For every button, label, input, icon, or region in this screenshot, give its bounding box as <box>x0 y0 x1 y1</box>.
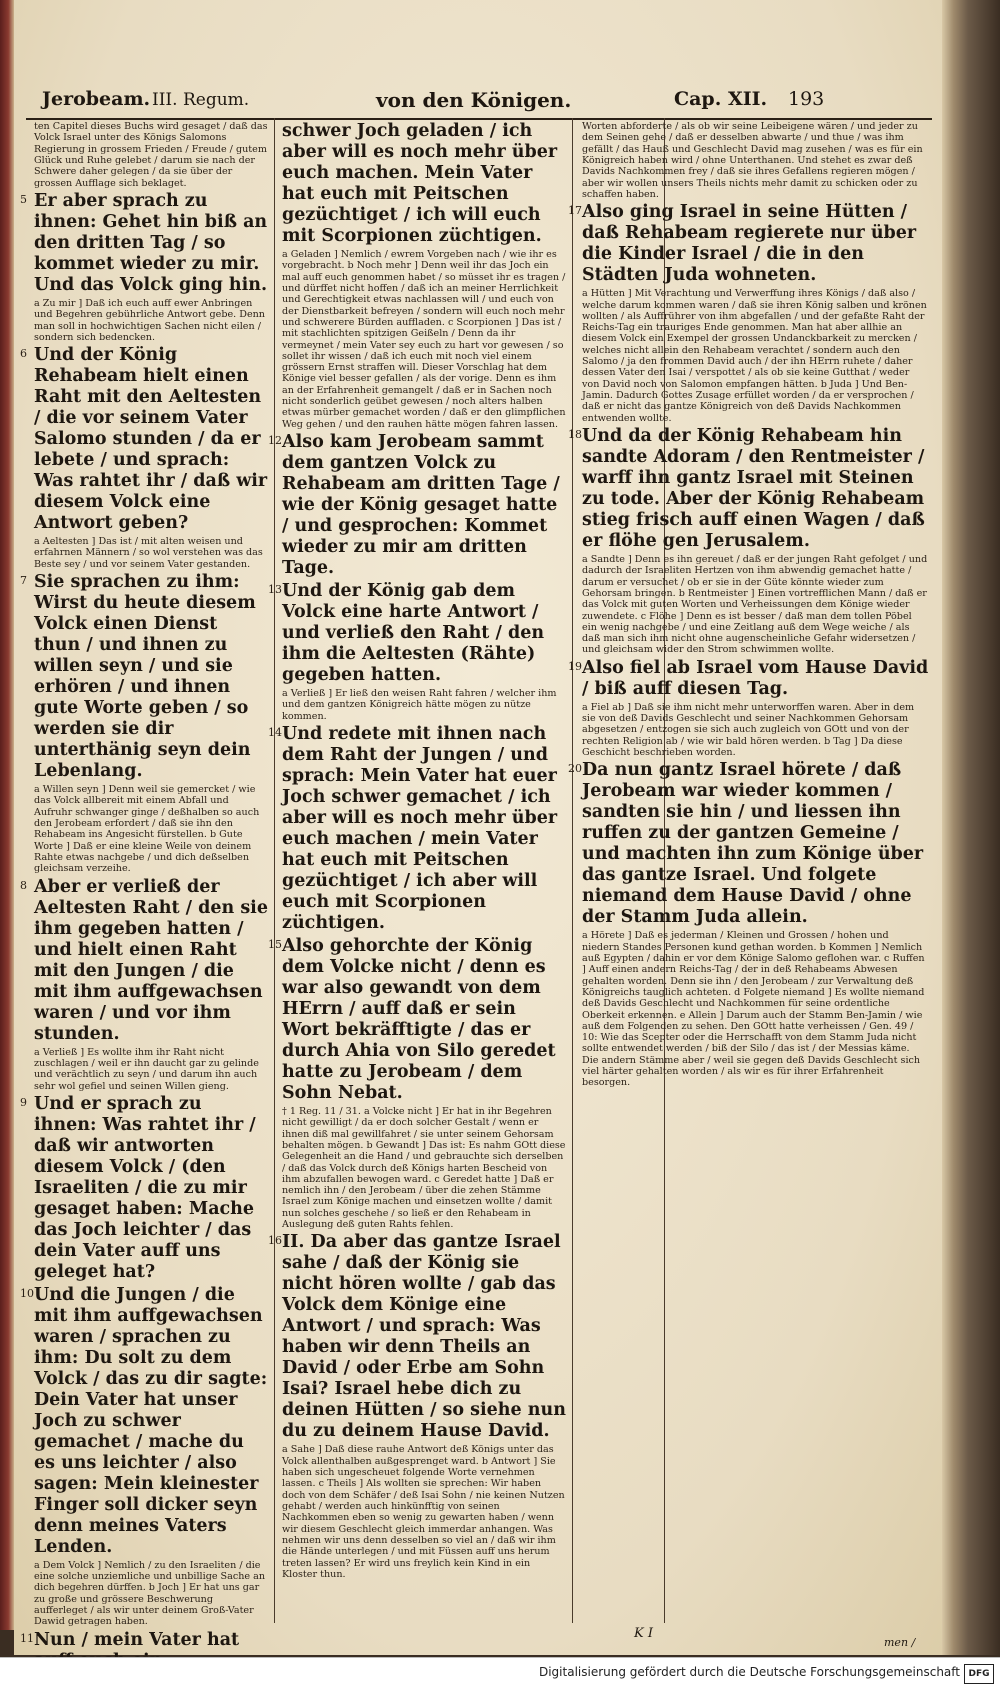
gloss-text: † 1 Reg. 11 / 31. a Volcke nicht ] Er hat in ihr Begehren nicht gewilligt / da er doch solcher Gestalt / wenn er ihnen diß mal gewillfahret / sie unter seinem Gehorsam behalten mögen. b Gewandt ] Das ist: Es nahm GOtt diese Gelegenheit an die Hand / und gebrauchte sich derselben / daß das Volck durch deß Königs harten Bescheid von ihm abzufallen bewogen ward. c Geredet hatte ] Daß er nemlich ihn / den Jerobeam / über die zehen Stämme Israel zum Könige machen und einsetzen wollte / damit nun solches geschehe / so ließ er den Rehabeam in Auslegung deß guten Rahts fehlen. <box>282 1105 566 1231</box>
verse-paragraph <box>20 572 269 782</box>
verse-number: 16 <box>268 1234 282 1248</box>
verse-paragraph <box>268 432 566 579</box>
right-text-column <box>568 120 929 1620</box>
header-center-title: von den Königen. <box>376 88 572 112</box>
gloss-paragraph <box>34 1047 269 1092</box>
verse-text: schwer Joch geladen / ich aber will es noch mehr über euch machen. Mein Vater hat euch mit Peitschen gezüchtiget / ich will euch mit Scorpionen züchtigen. <box>282 121 558 246</box>
gloss-paragraph <box>34 536 269 570</box>
gloss-text: a Aeltesten ] Das ist / mit alten weisen und erfahrnen Männern / so wol verstehen was das Beste sey / und vor seinem Vater gestanden. <box>34 536 263 570</box>
verse-number: 19 <box>568 659 582 673</box>
verse-paragraph <box>568 760 929 928</box>
verse-text: Und er sprach zu ihnen: Was rahtet ihr / daß wir antworten diesem Volck / (den Israeliten / die zu mir gesaget haben: Mache das Joch leichter / das dein Vater auff uns geleget hat? <box>34 1093 256 1282</box>
verse-paragraph <box>568 425 929 552</box>
verse-text: Also fiel ab Israel vom Hause David / biß auff diesen Tag. <box>582 657 929 699</box>
verse-paragraph <box>568 202 929 286</box>
verse-number: 11 <box>20 1631 34 1645</box>
column-divider <box>572 118 573 1623</box>
verse-text: Also ging Israel in seine Hütten / daß Rehabeam regierete nur über die Kinder Israel / die in den Städten Juda wohneten. <box>582 202 917 286</box>
verse-text: Und die Jungen / die mit ihm auffgewachsen waren / sprachen zu ihm: Du solt zu dem Volck / das zu dir sagte: Dein Vater hat unser Joch zu schwer gemachet / mache du es uns leichter / also sagen: Mein kleinester Finger soll dicker seyn denn meines Vaters Lenden. <box>34 1284 268 1557</box>
gloss-paragraph <box>582 121 929 200</box>
signature-mark: K I <box>634 1626 653 1641</box>
verse-number: 8 <box>20 878 27 892</box>
gloss-text: a Geladen ] Nemlich / ewrem Vorgeben nach / wie ihr es vorgebracht. b Noch mehr ] Denn weil ihr das Joch ein mal auff euch genommen habet / so müsset ihr es tragen / und dürffet nicht hoffen / daß ich an meiner Herrlichkeit und Gerechtigkeit etwas nachlassen will / und euch von der Dienstbarkeit befreyen / sondern will euch noch mehr und schwerere Bürden auffladen. c Scorpionen ] Das ist / mit stachlichten spitzigen Geißeln / Denn da ihr vermeynet / mein Vater sey euch zu hart vor gewesen / so sollet ihr wissen / daß ich euch mit noch viel einem grössern Ernst straffen will. Dieser Vorschlag hat dem Könige viel besser gefallen / als der vorige. Denn es ihm an der Erfahrenheit gemangelt / daß er in Sachen noch nicht sonderlich geübet gewesen / noch alters halben etwas mürber gemachet worden / daß er den glimpflichen Weg gehen / und den rauhen hätte mögen fahren lassen. <box>282 249 566 430</box>
verse-paragraph <box>20 190 269 296</box>
gloss-paragraph <box>34 298 269 343</box>
verse-text: Nun / mein Vater hat <box>34 1629 240 1650</box>
gloss-text: a Verließ ] Er ließ den weisen Raht fahren / welcher ihm und dem gantzen Königreich hätte mögen zu nütze kommen. <box>282 688 557 722</box>
verse-text: Er aber sprach zu ihnen: Gehet hin biß an den dritten Tag / so kommet wieder zu mir. Und das Volck ging hin. <box>34 190 268 295</box>
gloss-paragraph <box>582 930 929 1088</box>
verse-text: Also gehorchte der König dem Volcke nicht / denn es war also gewandt von dem HErrn / auff daß er sein Wort bekräfftigte / das er durch Ahia von Silo geredet hatte zu Jerobeam / dem Sohn Nebat. <box>282 935 556 1103</box>
verse-paragraph <box>20 876 269 1045</box>
gloss-paragraph <box>34 1560 269 1628</box>
left-text-column <box>20 120 269 1650</box>
book-page <box>14 0 942 1655</box>
catchword: men / <box>884 1636 916 1649</box>
header-book: III. Regum. <box>152 90 250 110</box>
gloss-paragraph <box>582 288 929 424</box>
verse-text: Und der König Rehabeam hielt einen Raht mit den Aeltesten / die vor seinem Vater Salomo stunden / da er lebete / und sprach: Was rahtet ihr / daß wir diesem Volck eine Antwort geben? <box>34 345 268 534</box>
verse-text: Also kam Jerobeam sammt dem gantzen Volck zu Rehabeam am dritten Tage / wie der König gesaget hatte / und gesprochen: Kommet wieder zu mir am dritten Tage. <box>282 432 560 578</box>
verse-number: 9 <box>20 1095 27 1109</box>
verse-number: 13 <box>268 583 282 596</box>
verse-paragraph <box>268 581 566 686</box>
verse-paragraph <box>268 935 566 1104</box>
verse-number: 6 <box>20 347 27 361</box>
verse-number: 7 <box>20 574 27 588</box>
verse-paragraph <box>282 121 566 247</box>
verse-text: Sie sprachen zu ihm: Wirst du heute diesem Volck einen Dienst thun / und ihnen zu willen seyn / und sie erhören / und ihnen gute Worte geben / so werden sie dir unterthänig seyn dein Lebenlang. <box>34 572 256 782</box>
verse-number: 10 <box>20 1286 34 1300</box>
verse-paragraph <box>20 1093 269 1283</box>
gloss-paragraph <box>282 1444 566 1580</box>
gloss-paragraph <box>34 784 269 875</box>
verse-number: 12 <box>268 434 282 447</box>
gloss-paragraph <box>282 688 566 722</box>
verse-number: 20 <box>568 762 582 776</box>
gloss-text: a Sahe ] Daß diese rauhe Antwort deß Königs unter das Volck allenthalben außgesprenget ward. b Antwort ] Sie haben sich ungescheuet folgende Worte vernehmen lassen. c Theils ] Als wollten sie sprechen: Wir haben doch von dem Schäfer / deß Isai Sohn / nie keinen Nutzen gehabt / werden auch hinkünfftig von seinen Nachkommen eben so wenig zu gewarten haben / wenn wir diesem Geschlecht gleich immerdar anhangen. Was nehmen wir uns denn desselben so viel an / daß wir ihm die Hände unterlegen / und mit Füssen auff uns herum treten lassen? Er wird uns freylich kein Kind in ein Kloster thun. <box>282 1444 565 1580</box>
header-chapter: Cap. XII. <box>674 88 768 110</box>
verse-paragraph <box>268 1232 566 1442</box>
book-edge-left <box>0 0 14 1630</box>
gloss-paragraph <box>282 249 566 430</box>
gloss-paragraph <box>282 1106 566 1230</box>
gloss-paragraph <box>582 554 929 656</box>
header-left-title: Jerobeam. <box>42 88 151 110</box>
verse-text: Und der König gab dem Volck eine harte Antwort / und verließ den Raht / den ihm die Aeltesten (Rähte) gegeben hatten. <box>282 581 545 685</box>
verse-paragraph <box>268 723 566 934</box>
verse-number: 5 <box>20 192 27 206</box>
verse-text: II. Da aber das gantze Israel sahe / daß der König sie nicht hören wollte / gab das Volck dem Könige eine Antwort / und sprach: Was haben wir denn Theils an David / oder Erbe am Sohn Isai? Israel hebe dich zu deinen Hütten / so siehe nun du zu deinem Hause David. <box>282 1232 566 1442</box>
verse-paragraph <box>20 1284 269 1558</box>
gloss-text: a Hütten ] Mit Verachtung und Verwerffung ihres Königs / daß also / welche darum kommen waren / daß sie ihren König salben und krönen wollten / als Auffrührer von ihm abgefallen / und der gefaßte Raht der Reichs-Tag ein trauriges Ende genommen. Man hat aber allhie an diesem Volck ein Exempel der grossen Undanckbarkeit zu mercken / welches nicht allein den Rehabeam verachtet / sondern auch den Salomo / ja den frommen David auch / der ihn HErrn ruhete / daher dessen Vater den Isai / verspottet / als ob sie keine Gutthat / weder von David noch von Salomon empfangen hätten. b Juda ] Und Ben-Jamin. Dadurch Gottes Zusage erfüllet worden / da er versprochen / daß er nicht das gantze Königreich von deß Davids Nachkommen entwenden wollte. <box>582 288 927 424</box>
gloss-text: Worten abforderte / als ob wir seine Leibeigene wären / und jeder zu dem Seinen gehe / daß er desselben abwarte / und thue / was ihm gefällt / das Hauß und Geschlecht David mag zusehen / was es für ein Königreich haben wird / ohne Unterthanen. Und stehet es zwar deß Davids Nachkommen frey / daß sie ihres Gefallens regieren mögen / aber wir wollen unsers Theils nichts mehr damit zu schicken oder zu schaffen haben. <box>582 121 923 200</box>
verse-number: 14 <box>268 725 282 739</box>
gloss-text: a Sandte ] Denn es ihn gereuet / daß er der jungen Raht gefolget / und dadurch der Israeliten Hertzen von ihm abwendig gemachet hatte / darum er versuchet / ob er sie in der Güte könnte wieder zum Gehorsam bringen. b Rentmeister ] Einen vortrefflichen Mann / daß er das Volck mit guten Worten und Verheissungen dem Könige wieder zuwendete. c Flöhe ] Denn es ist besser / daß man dem tollen Pöbel ein wenig nachgebe / und eine Zeitlang auß dem Wege weiche / als daß man sich ihm nicht ohne augenscheinliche Gefahr widersetzen / und gleichsam wider den Strom schwimmen wollte. <box>582 553 928 656</box>
gloss-text: ten Capitel dieses Buchs wird gesaget / daß das Volck Israel unter des Königs Salomons Regierung in grossem Frieden / Freude / gutem Glück und Ruhe gelebet / darum sie nach der Schwere daher gelegen / da sie über der grossen Aufflage sich beklaget. <box>34 121 268 189</box>
gloss-text: a Fiel ab ] Daß sie ihm nicht mehr unterworffen waren. Aber in dem sie von deß Davids Geschlecht und seiner Nachkommen Gehorsam abgesetzen / entzogen sie sich auch zugleich von GOtt und von der rechten Religion ab / wie wir bald hören werden. b Tag ] Da diese Geschicht beschrieben worden. <box>582 701 915 758</box>
verse-number: 18 <box>568 427 582 441</box>
verse-text: Und redete mit ihnen nach dem Raht der Jungen / und sprach: Mein Vater hat euer Joch schwer gemachet / ich aber will es noch mehr über euch machen / mein Vater hat euch mit Peitschen gezüchtiget / ich aber will euch mit Scorpionen züchtigen. <box>282 723 558 933</box>
column-divider <box>274 118 275 1623</box>
verse-number: 15 <box>268 937 282 951</box>
page-number: 193 <box>788 88 825 110</box>
verse-paragraph <box>568 657 929 700</box>
verse-number: 17 <box>568 204 582 218</box>
middle-text-column <box>268 120 566 1620</box>
gloss-paragraph <box>582 702 929 759</box>
verse-text: Da nun gantz Israel hörete / daß Jerobeam war wieder kommen / sandten sie hin / und liessen ihn ruffen zu der gantzen Gemeine / und machten ihn zum Könige über das gantze Israel. Und folgete niemand dem Hause David / ohne der Stamm Juda allein. <box>582 760 924 928</box>
gloss-text: a Verließ ] Es wollte ihm ihr Raht nicht zuschlagen / weil er ihn daucht gar zu gelinde und verächtlich zu seyn / und darum ihn auch sehr wol gefiel und seinen Willen gieng. <box>34 1046 259 1092</box>
digitization-footer <box>0 1657 1000 1692</box>
verse-text: Und da der König Rehabeam hin sandte Adoram / den Rentmeister / warff ihn gantz Israel mit Steinen zu tode. Aber der König Rehabeam stieg frisch auff einen Wagen / daß er flöhe gen Jerusalem. <box>582 425 925 551</box>
footer-credit: Digitalisierung gefördert durch die Deutsche Forschungsgemeinschaft <box>538 1665 960 1679</box>
gloss-text: a Willen seyn ] Denn weil sie gemercket / wie das Volck allbereit mit einem Abfall und Aufruhr schwanger ginge / deßhalben so auch den Jerobeam erfordert / daß sie ihn den Rehabeam ins Angesicht fürstellen. b Gute Worte ] Daß er eine kleine Weile von deinem Rahte etwas nachgebe / und dich deßselben gleichsam verzeihe. <box>34 784 260 875</box>
gloss-text: a Dem Volck ] Nemlich / zu den Israeliten / die eine solche unziemliche und unbillige Sache an dich begehren dürffen. b Joch ] Er hat uns gar zu große und grössere Beschwerung aufferleget / als wir unter deinem Groß-Vater Dawid getragen haben. <box>34 1559 266 1628</box>
gloss-paragraph <box>34 121 269 189</box>
verse-paragraph <box>20 345 269 534</box>
gloss-text: a Hörete ] Daß es jederman / Kleinen und Grossen / hohen und niedern Standes Personen kund gethan worden. b Kommen ] Nemlich auß Egypten / dahin er vor dem Könige Salomo geflohen war. c Ruffen ] Auff einen andern Reichs-Tag / der in deß Rehabeams Abwesen gehalten worden. Denn sie ihn / den Jerobeam / zur Verwaltung deß Königreichs tauglich achteten. d Folgete niemand ] Es wollte niemand deß Davids Geschlecht und Nachkommen für seine ordentliche Oberkeit erkennen. e Allein ] Darum auch der Stamm Ben-Jamin / wie auß dem Folgenden zu sehen. Den GOtt hatte verheissen / Gen. 49 / 10: Wie das Scepter oder die Herrschafft von dem Stamm Juda nicht sollte entwendet werden / biß der Silo / das ist / der Messias käme. Die andern Stämme aber / weil sie gegen deß Davids Geschlecht sich viel härter gehalten worden / als wir es für ihrer Erfahrenheit besorgen. <box>582 930 925 1089</box>
verse-text: Aber er verließ der Aeltesten Raht / den sie ihm gegeben hatten / und hielt einen Raht mit den Jungen / die mit ihm auffgewachsen waren / und vor ihm stunden. <box>34 876 268 1044</box>
dfg-logo: DFG <box>964 1664 994 1684</box>
book-edge-right <box>942 0 1000 1655</box>
gloss-text: a Zu mir ] Daß ich euch auff ewer Anbringen und Begehren gebührliche Antwort gebe. Denn man soll in hochwichtigen Sachen nicht eilen / sondern sich bedencken. <box>34 297 265 343</box>
